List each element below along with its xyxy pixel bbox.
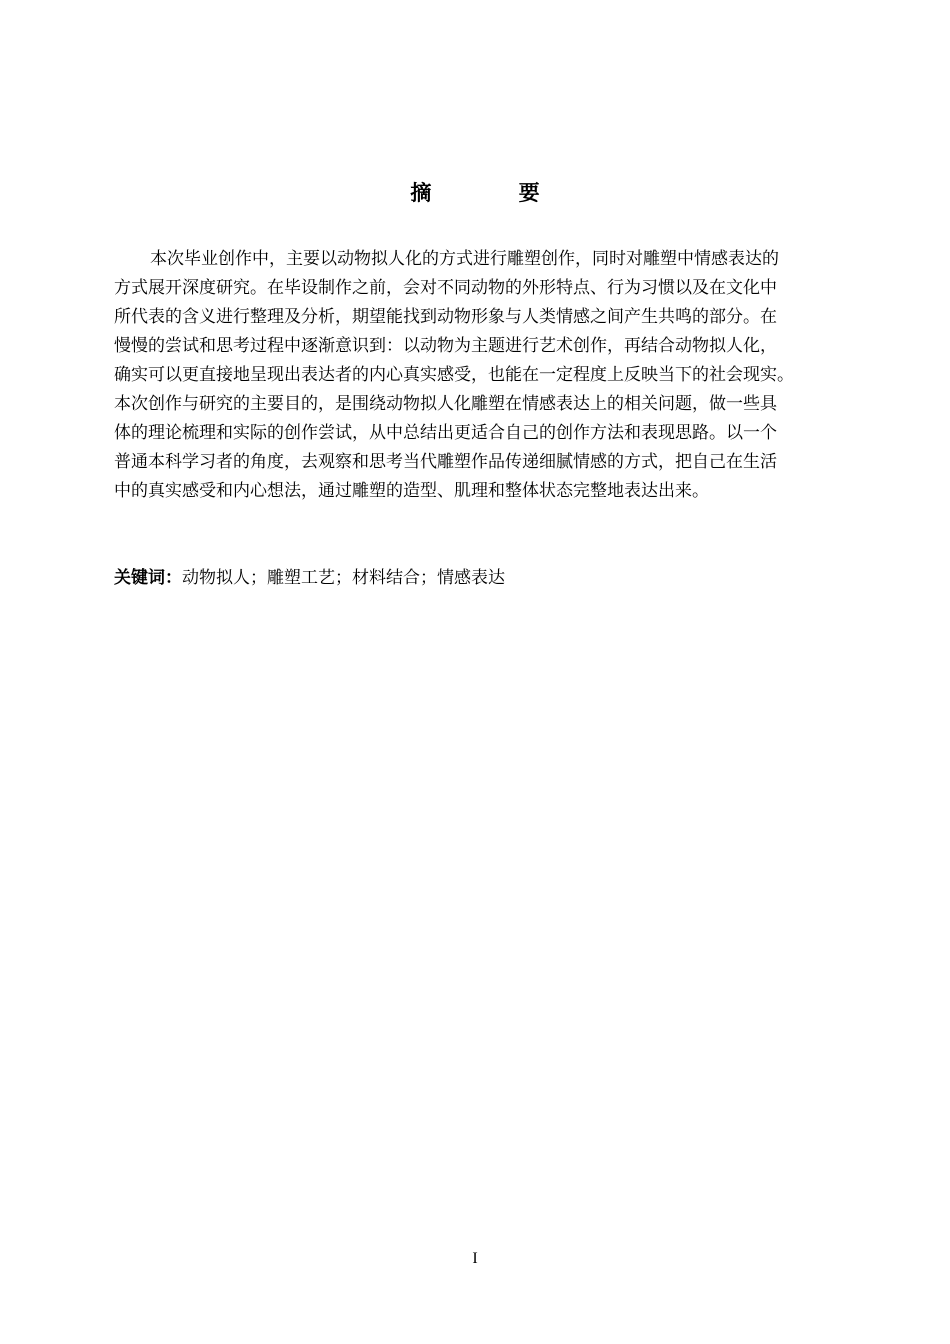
abstract-line: 本次创作与研究的主要目的，是围绕动物拟人化雕塑在情感表达上的相关问题，做一些具 — [114, 394, 777, 414]
abstract-line: 所代表的含义进行整理及分析，期望能找到动物形象与人类情感之间产生共鸣的部分。在 — [114, 307, 777, 327]
page-number: I — [472, 1250, 478, 1267]
keywords-label: 关键词： — [114, 568, 182, 588]
abstract-line: 普通本科学习者的角度，去观察和思考当代雕塑作品传递细腻情感的方式，把自己在生活 — [114, 452, 777, 472]
abstract-line: 体的理论梳理和实际的创作尝试，从中总结出更适合自己的创作方法和表现思路。以一个 — [114, 423, 777, 443]
abstract-line: 中的真实感受和内心想法，通过雕塑的造型、肌理和整体状态完整地表达出来。 — [114, 481, 709, 501]
abstract-line: 慢慢的尝试和思考过程中逐渐意识到：以动物为主题进行艺术创作，再结合动物拟人化， — [114, 336, 777, 356]
keywords-value: 动物拟人；雕塑工艺；材料结合；情感表达 — [182, 568, 505, 588]
abstract-line: 本次毕业创作中，主要以动物拟人化的方式进行雕塑创作，同时对雕塑中情感表达的 — [150, 249, 779, 269]
abstract-line: 确实可以更直接地呈现出表达者的内心真实感受，也能在一定程度上反映当下的社会现实。 — [114, 365, 794, 385]
abstract-line: 方式展开深度研究。在毕设制作之前，会对不同动物的外形特点、行为习惯以及在文化中 — [114, 278, 777, 298]
keywords-line — [114, 564, 505, 593]
abstract-body — [114, 245, 860, 506]
page-title: 摘 要 — [410, 181, 580, 205]
